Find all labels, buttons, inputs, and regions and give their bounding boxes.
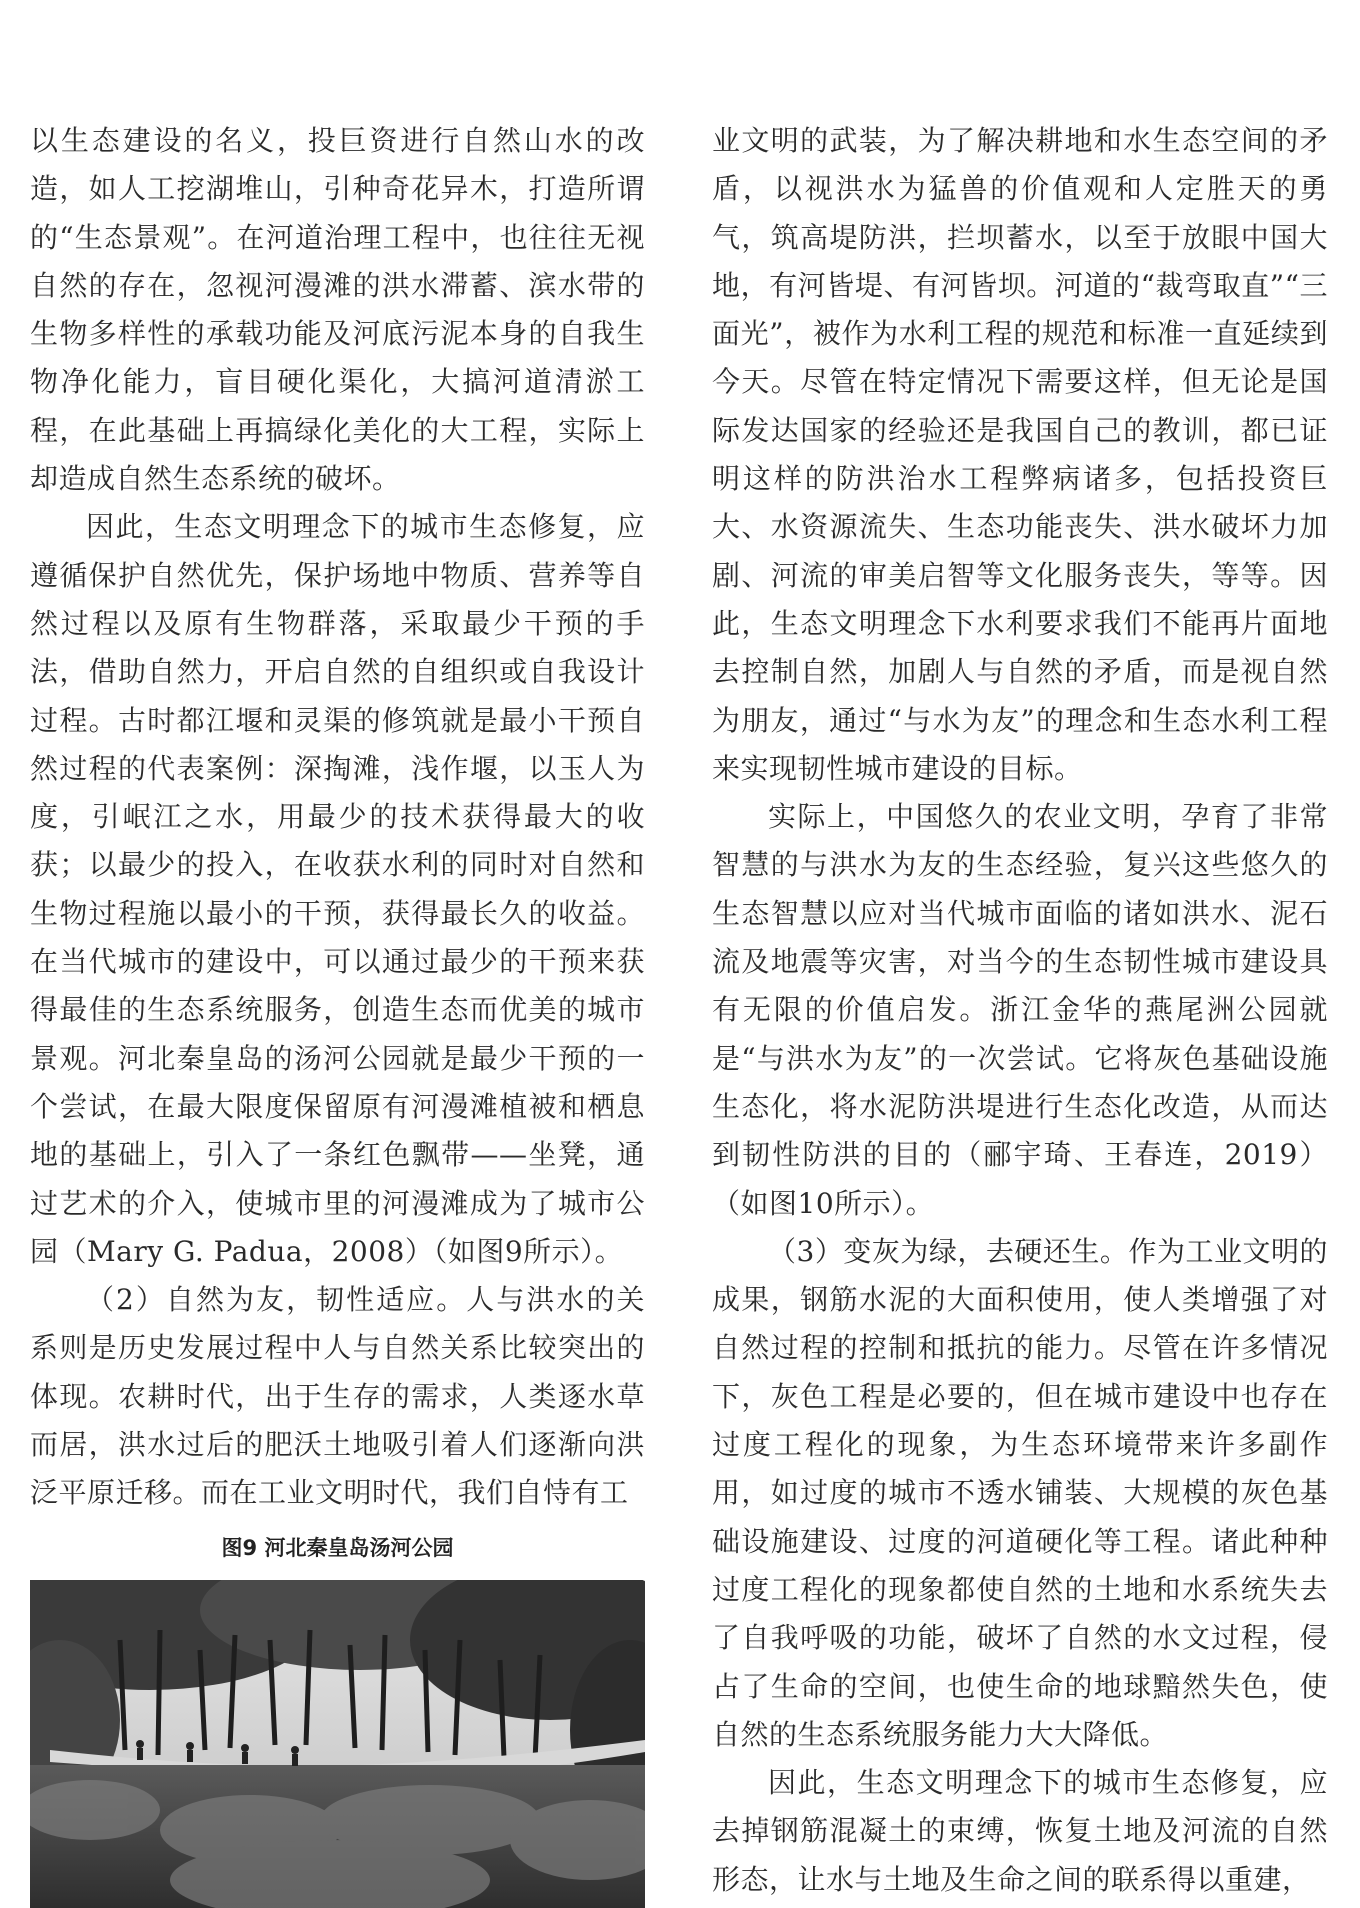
figure-caption: 图9 河北秦皇岛汤河公园 [221, 1536, 454, 1560]
paragraph: 业文明的武装，为了解决耕地和水生态空间的矛盾，以视洪水为猛兽的价值观和人定胜天的勇气，筑高堤防洪，拦坝蓄水，以至于放眼中国大地，有河皆堤、有河皆坝。河道的“裁弯取直”“三面光”，被作为水利工程的规范和标准一直延续到今天。尽管在特定情况下需要这样，但无论是国际发达国家的经验还是我国自己的教训，都已证明这样的防洪治水工程弊病诸多，包括投资巨大、水资源流失、生态功能丧失、洪水破坏力加剧、河流的审美启智等文化服务丧失，等等。因此，生态文明理念下水利要求我们不能再片面地去控制自然，加剧人与自然的矛盾，而是视自然为朋友，通过“与水为友”的理念和生态水利工程来实现韧性城市建设的目标。 [712, 124, 1328, 785]
paragraph: 因此，生态文明理念下的城市生态修复，应去掉钢筋混凝土的束缚，恢复土地及河流的自然形态，让水与土地及生命之间的联系得以重建， [712, 1766, 1328, 1896]
paragraph: 实际上，中国悠久的农业文明，孕育了非常智慧的与洪水为友的生态经验，复兴这些悠久的生态智慧以应对当代城市面临的诸如洪水、泥石流及地震等灾害，对当今的生态韧性城市建设具有无限的价值启发。浙江金华的燕尾洲公园就是“与洪水为友”的一次尝试。它将灰色基础设施生态化，将水泥防洪堤进行生态化改造，从而达到韧性防洪的目的（郦宇琦、王春连，2019）（如图10所示）。 [712, 800, 1328, 1220]
paragraph: （2）自然为友，韧性适应。人与洪水的关系则是历史发展过程中人与自然关系比较突出的体现。农耕时代，出于生存的需求，人类逐水草而居，洪水过后的肥沃土地吸引着人们逐渐向洪泛平原迁移。而在工业文明时代，我们自恃有工 [30, 1283, 645, 1510]
figure-photo [30, 1580, 645, 1908]
paragraph: （3）变灰为绿，去硬还生。作为工业文明的成果，钢筋水泥的大面积使用，使人类增强了对自然过程的控制和抵抗的能力。尽管在许多情况下，灰色工程是必要的，但在城市建设中也存在过度工程化的现象，为生态环境带来许多副作用，如过度的城市不透水铺装、大规模的灰色基础设施建设、过度的河道硬化等工程。诸此种种过度工程化的现象都使自然的土地和水系统失去了自我呼吸的功能，破坏了自然的水文过程，侵占了生命的空间，也使生命的地球黯然失色，使自然的生态系统服务能力大大降低。 [712, 1234, 1328, 1751]
park-photo-image [30, 1580, 645, 1908]
paragraph: 以生态建设的名义，投巨资进行自然山水的改造，如人工挖湖堆山，引种奇花异木，打造所谓的“生态景观”。在河道治理工程中，也往往无视自然的存在，忽视河漫滩的洪水滞蓄、滨水带的生物多样性的承载功能及河底污泥本身的自我生物净化能力，盲目硬化渠化，大搞河道清淤工程，在此基础上再搞绿化美化的大工程，实际上却造成自然生态系统的破坏。 [30, 124, 645, 496]
right-column [712, 117, 1328, 1904]
left-column [30, 117, 645, 1518]
paragraph: 因此，生态文明理念下的城市生态修复，应遵循保护自然优先，保护场地中物质、营养等自然过程以及原有生物群落，采取最少干预的手法，借助自然力，开启自然的自组织或自我设计过程。古时都江堰和灵渠的修筑就是最小干预自然过程的代表案例：深掏滩，浅作堰，以玉人为度，引岷江之水，用最少的技术获得最大的收获；以最少的投入，在收获水利的同时对自然和生物过程施以最小的干预，获得最长久的收益。在当代城市的建设中，可以通过最少的干预来获得最佳的生态系统服务，创造生态而优美的城市景观。河北秦皇岛的汤河公园就是最少干预的一个尝试，在最大限度保留原有河漫滩植被和栖息地的基础上，引入了一条红色飘带——坐凳，通过艺术的介入，使城市里的河漫滩成为了城市公园（Mary G. Padua，2008）（如图9所示）。 [30, 510, 645, 1268]
